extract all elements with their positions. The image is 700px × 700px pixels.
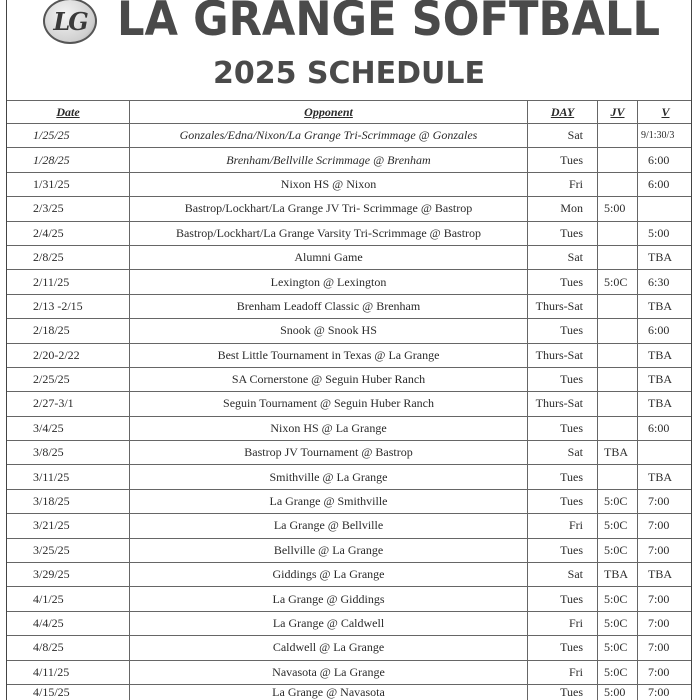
- cell-date: 2/18/25: [7, 319, 130, 343]
- table-row: [7, 319, 693, 343]
- cell-date: 2/13 -2/15: [7, 294, 130, 318]
- column-header-v: V: [638, 101, 693, 124]
- cell-day: Tues: [528, 319, 598, 343]
- cell-opponent: La Grange @ Giddings: [130, 587, 528, 611]
- cell-v: TBA: [638, 294, 693, 318]
- cell-day: Tues: [528, 148, 598, 172]
- cell-date: 3/21/25: [7, 514, 130, 538]
- cell-date: 3/25/25: [7, 538, 130, 562]
- column-header-jv: JV: [598, 101, 638, 124]
- cell-day: Thurs-Sat: [528, 343, 598, 367]
- cell-date: 3/29/25: [7, 563, 130, 587]
- table-row: [7, 172, 693, 196]
- cell-jv: [598, 367, 638, 391]
- cell-date: 4/4/25: [7, 611, 130, 635]
- cell-jv: TBA: [598, 441, 638, 465]
- table-row: [7, 636, 693, 660]
- cell-opponent: La Grange @ Smithville: [130, 489, 528, 513]
- cell-opponent: Smithville @ La Grange: [130, 465, 528, 489]
- cell-v: 6:00: [638, 172, 693, 196]
- logo-letters: LG: [53, 6, 87, 36]
- table-row: [7, 538, 693, 562]
- cell-day: Fri: [528, 172, 598, 196]
- table-row: [7, 684, 693, 700]
- schedule-rows: [7, 124, 693, 700]
- cell-date: 3/18/25: [7, 489, 130, 513]
- cell-v: 7:00: [638, 611, 693, 635]
- cell-v: 7:00: [638, 587, 693, 611]
- cell-day: Mon: [528, 197, 598, 221]
- cell-opponent: Seguin Tournament @ Seguin Huber Ranch: [130, 392, 528, 416]
- cell-jv: [598, 172, 638, 196]
- cell-jv: 5:0C: [598, 489, 638, 513]
- cell-opponent: Snook @ Snook HS: [130, 319, 528, 343]
- cell-date: 3/11/25: [7, 465, 130, 489]
- cell-jv: 5:0C: [598, 538, 638, 562]
- cell-day: Tues: [528, 636, 598, 660]
- team-logo: [43, 0, 97, 44]
- cell-opponent: Lexington @ Lexington: [130, 270, 528, 294]
- cell-day: Fri: [528, 611, 598, 635]
- cell-v: TBA: [638, 392, 693, 416]
- cell-jv: [598, 221, 638, 245]
- cell-date: 4/15/25: [7, 684, 130, 700]
- cell-date: 2/3/25: [7, 197, 130, 221]
- cell-jv: 5:0C: [598, 514, 638, 538]
- cell-v: 5:00: [638, 221, 693, 245]
- cell-opponent: Bastrop/Lockhart/La Grange Varsity Tri-Scrimmage @ Bastrop: [130, 221, 528, 245]
- cell-day: Thurs-Sat: [528, 294, 598, 318]
- cell-jv: 5:00: [598, 684, 638, 700]
- cell-day: Tues: [528, 684, 598, 700]
- cell-date: 3/4/25: [7, 416, 130, 440]
- cell-jv: [598, 245, 638, 269]
- cell-date: 1/25/25: [7, 124, 130, 148]
- schedule-sheet: [6, 0, 692, 700]
- column-header-day: DAY: [528, 101, 598, 124]
- table-row: [7, 367, 693, 391]
- table-row: [7, 489, 693, 513]
- cell-v: 7:00: [638, 684, 693, 700]
- cell-day: Sat: [528, 124, 598, 148]
- column-header-opponent: Opponent: [130, 101, 528, 124]
- table-row: [7, 343, 693, 367]
- cell-day: Tues: [528, 489, 598, 513]
- cell-v: 7:00: [638, 489, 693, 513]
- table-row: [7, 611, 693, 635]
- cell-opponent: Brenham Leadoff Classic @ Brenham: [130, 294, 528, 318]
- schedule-table: [6, 100, 692, 700]
- cell-day: Tues: [528, 538, 598, 562]
- cell-v: TBA: [638, 367, 693, 391]
- cell-date: 2/8/25: [7, 245, 130, 269]
- cell-date: 2/27-3/1: [7, 392, 130, 416]
- cell-v: 6:00: [638, 416, 693, 440]
- cell-opponent: La Grange @ Caldwell: [130, 611, 528, 635]
- cell-opponent: Alumni Game: [130, 245, 528, 269]
- cell-date: 4/1/25: [7, 587, 130, 611]
- cell-date: 2/11/25: [7, 270, 130, 294]
- cell-day: Fri: [528, 660, 598, 684]
- cell-opponent: Giddings @ La Grange: [130, 563, 528, 587]
- table-row: [7, 294, 693, 318]
- table-row: [7, 148, 693, 172]
- cell-v: 6:00: [638, 319, 693, 343]
- cell-opponent: Best Little Tournament in Texas @ La Grange: [130, 343, 528, 367]
- page-title: LA GRANGE SOFTBALL: [117, 0, 661, 47]
- cell-jv: [598, 294, 638, 318]
- table-row: [7, 416, 693, 440]
- cell-day: Tues: [528, 270, 598, 294]
- cell-date: 2/25/25: [7, 367, 130, 391]
- cell-v: 7:00: [638, 636, 693, 660]
- cell-v: TBA: [638, 343, 693, 367]
- cell-v: 7:00: [638, 538, 693, 562]
- cell-opponent: Bastrop/Lockhart/La Grange JV Tri- Scrimmage @ Bastrop: [130, 197, 528, 221]
- cell-day: Thurs-Sat: [528, 392, 598, 416]
- table-row: [7, 660, 693, 684]
- table-row: [7, 245, 693, 269]
- cell-day: Tues: [528, 367, 598, 391]
- cell-jv: 5:0C: [598, 587, 638, 611]
- cell-date: 1/31/25: [7, 172, 130, 196]
- cell-jv: [598, 465, 638, 489]
- cell-jv: [598, 392, 638, 416]
- cell-jv: [598, 319, 638, 343]
- cell-day: Sat: [528, 245, 598, 269]
- cell-date: 4/8/25: [7, 636, 130, 660]
- cell-date: 2/20-2/22: [7, 343, 130, 367]
- cell-opponent: Bellville @ La Grange: [130, 538, 528, 562]
- cell-jv: 5:0C: [598, 611, 638, 635]
- cell-v: 7:00: [638, 660, 693, 684]
- cell-jv: 5:0C: [598, 660, 638, 684]
- cell-opponent: Brenham/Bellville Scrimmage @ Brenham: [130, 148, 528, 172]
- cell-opponent: Gonzales/Edna/Nixon/La Grange Tri-Scrimmage @ Gonzales: [130, 124, 528, 148]
- cell-jv: 5:0C: [598, 270, 638, 294]
- table-row: [7, 392, 693, 416]
- table-row: [7, 563, 693, 587]
- cell-date: 3/8/25: [7, 441, 130, 465]
- cell-v: 6:30: [638, 270, 693, 294]
- cell-v: [638, 197, 693, 221]
- cell-opponent: Bastrop JV Tournament @ Bastrop: [130, 441, 528, 465]
- schedule-header: [7, 0, 691, 100]
- table-row: [7, 441, 693, 465]
- table-header-row: [7, 101, 693, 124]
- cell-opponent: La Grange @ Navasota: [130, 684, 528, 700]
- cell-opponent: Navasota @ La Grange: [130, 660, 528, 684]
- page-subtitle: 2025 SCHEDULE: [212, 56, 486, 91]
- cell-v: 6:00: [638, 148, 693, 172]
- cell-opponent: SA Cornerstone @ Seguin Huber Ranch: [130, 367, 528, 391]
- column-header-date: Date: [7, 101, 130, 124]
- cell-jv: 5:00: [598, 197, 638, 221]
- table-row: [7, 221, 693, 245]
- cell-v: TBA: [638, 563, 693, 587]
- cell-v: TBA: [638, 465, 693, 489]
- cell-day: Tues: [528, 221, 598, 245]
- table-row: [7, 270, 693, 294]
- cell-day: Tues: [528, 587, 598, 611]
- cell-date: 1/28/25: [7, 148, 130, 172]
- cell-day: Fri: [528, 514, 598, 538]
- cell-v: TBA: [638, 245, 693, 269]
- cell-jv: TBA: [598, 563, 638, 587]
- cell-opponent: Nixon HS @ Nixon: [130, 172, 528, 196]
- cell-date: 4/11/25: [7, 660, 130, 684]
- cell-day: Sat: [528, 441, 598, 465]
- cell-date: 2/4/25: [7, 221, 130, 245]
- cell-opponent: Caldwell @ La Grange: [130, 636, 528, 660]
- cell-day: Sat: [528, 563, 598, 587]
- cell-jv: 5:0C: [598, 636, 638, 660]
- cell-v: 9/1:30/3: [638, 124, 693, 148]
- cell-jv: [598, 124, 638, 148]
- table-row: [7, 514, 693, 538]
- cell-day: Tues: [528, 416, 598, 440]
- cell-opponent: Nixon HS @ La Grange: [130, 416, 528, 440]
- cell-jv: [598, 343, 638, 367]
- cell-jv: [598, 416, 638, 440]
- cell-v: 7:00: [638, 514, 693, 538]
- table-row: [7, 465, 693, 489]
- cell-v: [638, 441, 693, 465]
- table-row: [7, 124, 693, 148]
- cell-opponent: La Grange @ Bellville: [130, 514, 528, 538]
- cell-day: Tues: [528, 465, 598, 489]
- table-row: [7, 197, 693, 221]
- cell-jv: [598, 148, 638, 172]
- table-row: [7, 587, 693, 611]
